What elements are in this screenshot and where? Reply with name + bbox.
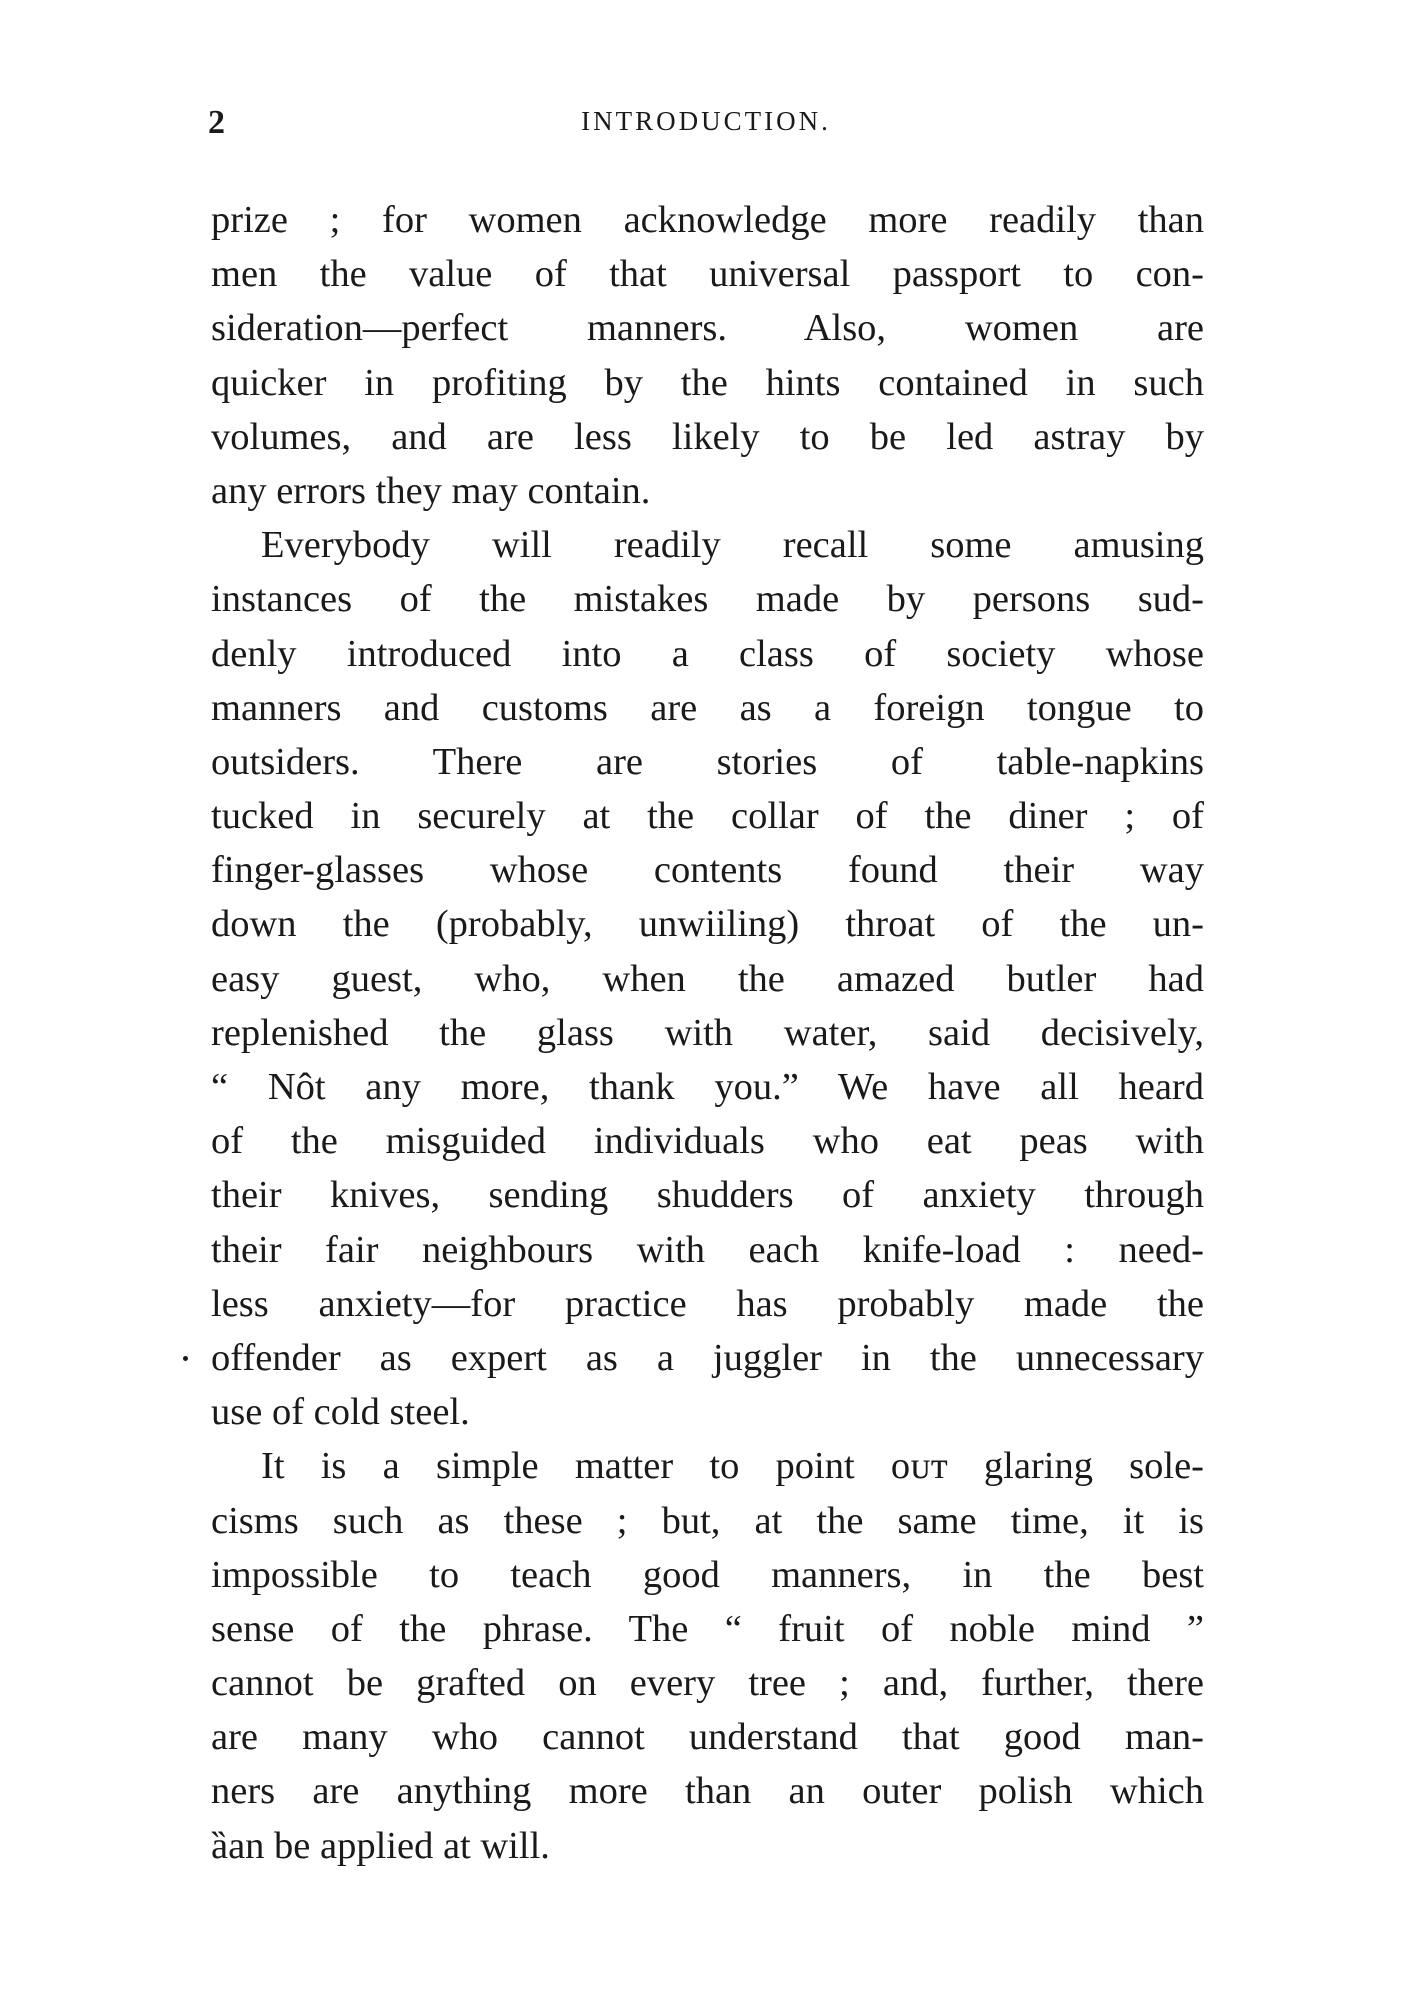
text-line: prize ; for women acknowledge more readily than <box>211 199 1204 241</box>
text-line: less anxiety—for practice has probably made the <box>211 1282 1204 1325</box>
stray-ink-mark <box>183 1356 188 1361</box>
text-line: outsiders. There are stories of table-napkins <box>211 740 1204 783</box>
text-line: down the (probably, unwiiling) throat of the un- <box>211 903 1204 946</box>
text-line: finger-glasses whose contents found their way <box>211 849 1204 892</box>
text-line: easy guest, who, when the amazed butler had <box>211 957 1204 1000</box>
text-line: men the value of that universal passport to con- <box>211 253 1204 296</box>
text-line: their fair neighbours with each knife-load : need- <box>211 1228 1204 1271</box>
text-line: sense of the phrase. The “ fruit of noble mind ” <box>211 1607 1204 1650</box>
text-line: cannot be grafted on every tree ; and, further, there <box>211 1662 1204 1705</box>
text-line: their knives, sending shudders of anxiety through <box>211 1174 1204 1217</box>
body-text <box>211 193 1204 1873</box>
text-line: use of cold steel. <box>211 1391 470 1434</box>
text-line: are many who cannot understand that good man- <box>211 1716 1204 1759</box>
text-line: sideration—perfect manners. Also, women are <box>211 307 1204 350</box>
running-head <box>208 104 1204 144</box>
text-line: Everybody will readily recall some amusing <box>261 524 1204 567</box>
text-line: manners and customs are as a foreign tongue to <box>211 686 1204 729</box>
text-line: instances of the mistakes made by persons sud- <box>211 578 1204 621</box>
text-line: ners are anything more than an outer polish which <box>211 1770 1204 1813</box>
text-line: ȁan be applied at will. <box>211 1824 550 1867</box>
text-line: It is a simple matter to point oᴜт glaring sole- <box>261 1445 1204 1488</box>
text-line: of the misguided individuals who eat peas with <box>211 1120 1204 1163</box>
text-line: volumes, and are less likely to be led astray by <box>211 415 1204 458</box>
text-line: “ Nôt any more, thank you.” We have all heard <box>211 1066 1204 1108</box>
text-line: quicker in profiting by the hints contained in such <box>211 361 1204 404</box>
text-line: tucked in securely at the collar of the diner ; of <box>211 795 1204 838</box>
text-line: cisms such as these ; but, at the same time, it is <box>211 1499 1204 1542</box>
page-number: 2 <box>208 104 225 141</box>
text-line: impossible to teach good manners, in the best <box>211 1553 1204 1596</box>
text-line: offender as expert as a juggler in the unnecessary <box>211 1336 1204 1379</box>
text-line: replenished the glass with water, said decisively, <box>211 1011 1204 1054</box>
text-line: denly introduced into a class of society whose <box>211 632 1204 675</box>
text-line: any errors they may contain. <box>211 469 651 512</box>
running-title: INTRODUCTION. <box>581 106 831 136</box>
